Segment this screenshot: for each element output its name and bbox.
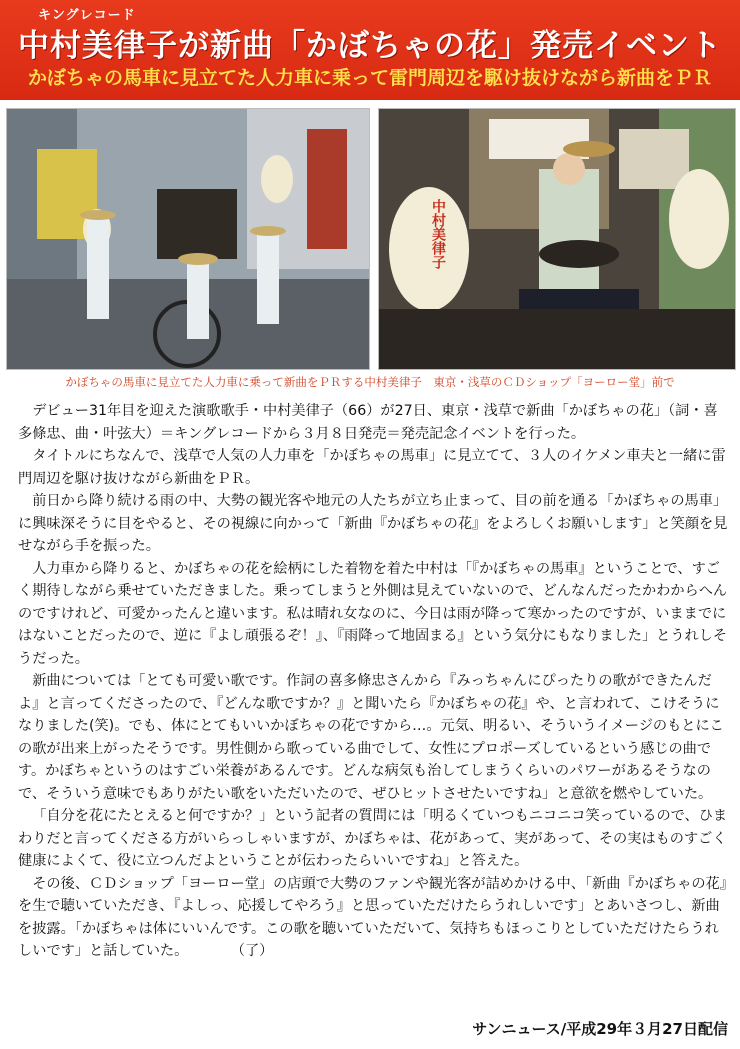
article-paragraph: 新曲については「とても可愛い歌です。作詞の喜多條忠さんから『みっちゃんにぴったりの歌ができたんだよ』と言ってくださったので、『どんな歌ですか？』と聞いたら『かぼちゃの花』や、と言われて、こけそうになりました(笑)。でも、体にとてもいいかぼちゃの花ですから…。元気、明るい、そういうイメージのもとにこの歌が出来上がったそうです。男性側から歌っている曲でして、女性にプロポーズしているという感じの曲です。かぼちゃというのはすごい栄養があるんです。どんな病気も治してしまうくらいのパワーがあるそうなので、そういう意味でもありがたい歌をいただいたので、ぜひヒットさせたいですね」と意欲を燃やしていた。 <box>18 673 724 802</box>
article-body <box>18 400 730 963</box>
page-title: 中村美律子が新曲「かぼちゃの花」発売イベント <box>18 28 722 64</box>
article-paragraph: デビュー31年目を迎えた演歌歌手・中村美律子（66）が27日、東京・浅草で新曲「かぼちゃの花」（詞・喜多條忠、曲・叶弦大）＝キングレコードから３月８日発売＝発売記念イベントを行った。 <box>18 403 718 442</box>
photo-caption: かぼちゃの馬車に見立てた人力車に乗って新曲をＰＲする中村美律子 東京・浅草のＣＤショップ「ヨーロー堂」前で <box>65 375 675 389</box>
article-paragraph: その後、ＣＤショップ「ヨーロー堂」の店頭で大勢のファンや観光客が詰めかける中、「新曲『かぼちゃの花』を生で聴いていただき、『よしっ、応援してやろう』と思っていただけたらうれしいです」とあいさつし、新曲を披露。「かぼちゃは体にいいんです。この歌を聴いていただいて、気持ちもほっこりとしていただけたらうれしいです」と話していた。 （了） <box>18 875 727 959</box>
photo-left-illustration <box>7 109 369 369</box>
lantern-label: 中村美律子 <box>430 199 446 269</box>
article-paragraph: タイトルにちなんで、浅草で人気の人力車を「かぼちゃの馬車」に見立てて、３人のイケメン車夫と一緒に雷門周辺を駆け抜けながら新曲をＰＲ。 <box>18 448 726 487</box>
header-banner <box>0 0 740 100</box>
article-paragraph: 人力車から降りると、かぼちゃの花を絵柄にした着物を着た中村は「『かぼちゃの馬車』ということで、すごく期待しながら乗せていただきました。乗ってしまうと外側は見えていないので、どんなんだったかわからへんのですけれど、可愛かったんと違います。私は晴れ女なのに、今日は雨が降って寒かったのですが、いままでにはないことだったので、逆に『よし頑張るぞ！』、『雨降って地固まる』という気分にもなりました」とうれしそうだった。 <box>18 560 728 667</box>
page-subtitle: かぼちゃの馬車に見立てた人力車に乗って雷門周辺を駆け抜けながら新曲をＰＲ <box>27 67 712 89</box>
record-label: キングレコード <box>38 8 136 23</box>
article-paragraph: 「自分を花にたとえると何ですか？」という記者の質問には「明るくていつもニコニコ笑っているので、ひまわりだと言ってくださる方がいらっしゃいますが、かぼちゃは、花があって、実があって、その実はものすごく健康によくて、役に立つんだよということが伝わったらいいですね」と答えた。 <box>18 808 728 869</box>
photo-left <box>6 108 370 370</box>
photo-right <box>378 108 736 370</box>
article-paragraph: 前日から降り続ける雨の中、大勢の観光客や地元の人たちが立ち止まって、目の前を通る「かぼちゃの馬車」に興味深そうに目をやると、その視線に向かって「新曲『かぼちゃの花』をよろしくお願いします」と笑顔を見せながら手を振った。 <box>18 493 728 554</box>
article-source-footer: サンニュース/平成29年３月27日配信 <box>472 1020 728 1038</box>
